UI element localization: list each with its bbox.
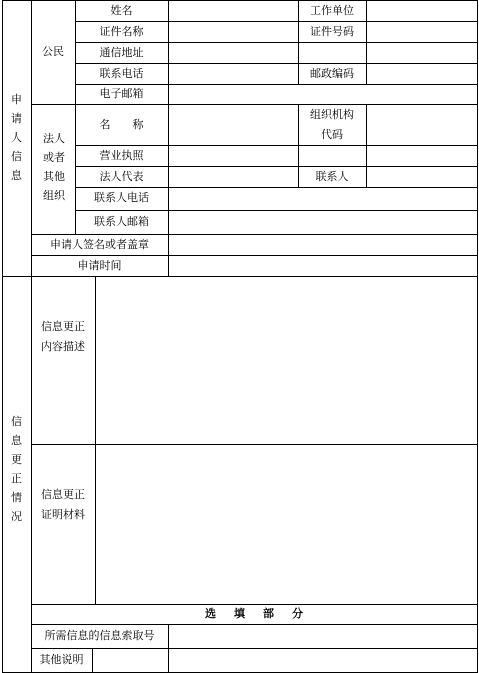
org-code-line: 组织机构	[310, 108, 354, 121]
signature-label: 申请人签名或者盖章	[50, 238, 149, 251]
org-label-line: 法人	[43, 132, 65, 145]
correction-desc-line: 内容描述	[41, 340, 85, 353]
section-applicant-char: 息	[11, 169, 22, 182]
correction-desc-label	[33, 317, 93, 357]
org-code-field[interactable]	[367, 105, 477, 145]
org-label	[34, 129, 74, 205]
org-name-label: 名 称	[99, 118, 144, 131]
contact-email-label: 联系人邮箱	[94, 215, 149, 228]
citizen-label: 公民	[42, 45, 64, 58]
email-field[interactable]	[169, 85, 477, 104]
section-applicant-char: 信	[11, 150, 22, 163]
section-correction-char: 况	[11, 510, 22, 523]
row-line-14	[31, 604, 478, 605]
section-correction-char: 更	[11, 453, 22, 466]
other-label: 其他说明	[39, 653, 84, 666]
section-correction-char: 信	[11, 415, 22, 428]
work-unit-label: 工作单位	[310, 4, 354, 17]
section-correction-info	[2, 412, 31, 526]
org-code-label	[298, 105, 366, 145]
correction-desc-field[interactable]	[96, 277, 477, 444]
id-type-field[interactable]	[169, 22, 298, 42]
org-label-line: 其他	[43, 170, 65, 183]
legal-rep-field[interactable]	[169, 167, 298, 187]
phone-label: 联系电话	[99, 67, 144, 80]
section-correction-char: 息	[11, 434, 22, 447]
address-label: 通信地址	[99, 46, 144, 59]
contact-email-field[interactable]	[169, 211, 477, 234]
section-applicant-info	[2, 90, 31, 185]
postal-code-label: 邮政编码	[310, 67, 354, 80]
id-number-field[interactable]	[367, 22, 477, 42]
border-right	[477, 0, 478, 673]
work-unit-field[interactable]	[367, 1, 477, 21]
name-label: 姓名	[110, 4, 133, 17]
section-divider	[31, 0, 32, 673]
correction-desc-line: 信息更正	[41, 320, 85, 333]
license-label: 营业执照	[99, 149, 144, 162]
correction-material-line: 证明材料	[41, 508, 85, 521]
phone-field[interactable]	[169, 64, 298, 84]
email-label: 电子邮箱	[99, 87, 144, 100]
address-field[interactable]	[169, 43, 477, 63]
org-label-line: 组织	[43, 189, 65, 202]
section-correction-char: 正	[11, 472, 22, 485]
correction-material-label	[33, 485, 93, 525]
apply-time-label: 申请时间	[77, 259, 122, 272]
correction-material-field[interactable]	[96, 445, 477, 604]
name-field[interactable]	[169, 1, 298, 21]
signature-field[interactable]	[169, 235, 477, 255]
section-applicant-char: 人	[11, 131, 22, 144]
org-name-field[interactable]	[169, 105, 298, 145]
id-type-label: 证件名称	[99, 25, 144, 38]
license-field[interactable]	[169, 146, 477, 166]
index-no-label: 所需信息的信息索取号	[44, 629, 155, 642]
section-applicant-char: 请	[11, 112, 22, 125]
contact-field[interactable]	[367, 167, 477, 187]
org-code-line: 代码	[321, 128, 343, 141]
section-applicant-char: 申	[11, 93, 22, 106]
postal-code-field[interactable]	[367, 64, 477, 84]
id-number-label: 证件号码	[310, 25, 354, 38]
contact-phone-label: 联系人电话	[94, 191, 149, 204]
optional-header: 选填部分	[205, 607, 321, 620]
contact-label: 联系人	[315, 170, 349, 183]
section-correction-char: 情	[11, 491, 22, 504]
legal-rep-label: 法人代表	[99, 170, 144, 183]
contact-phone-field[interactable]	[169, 188, 477, 210]
correction-material-line: 信息更正	[41, 488, 85, 501]
index-no-field[interactable]	[169, 625, 477, 648]
org-label-line: 或者	[43, 151, 65, 164]
apply-time-field[interactable]	[169, 256, 477, 276]
other-field[interactable]	[93, 649, 477, 672]
